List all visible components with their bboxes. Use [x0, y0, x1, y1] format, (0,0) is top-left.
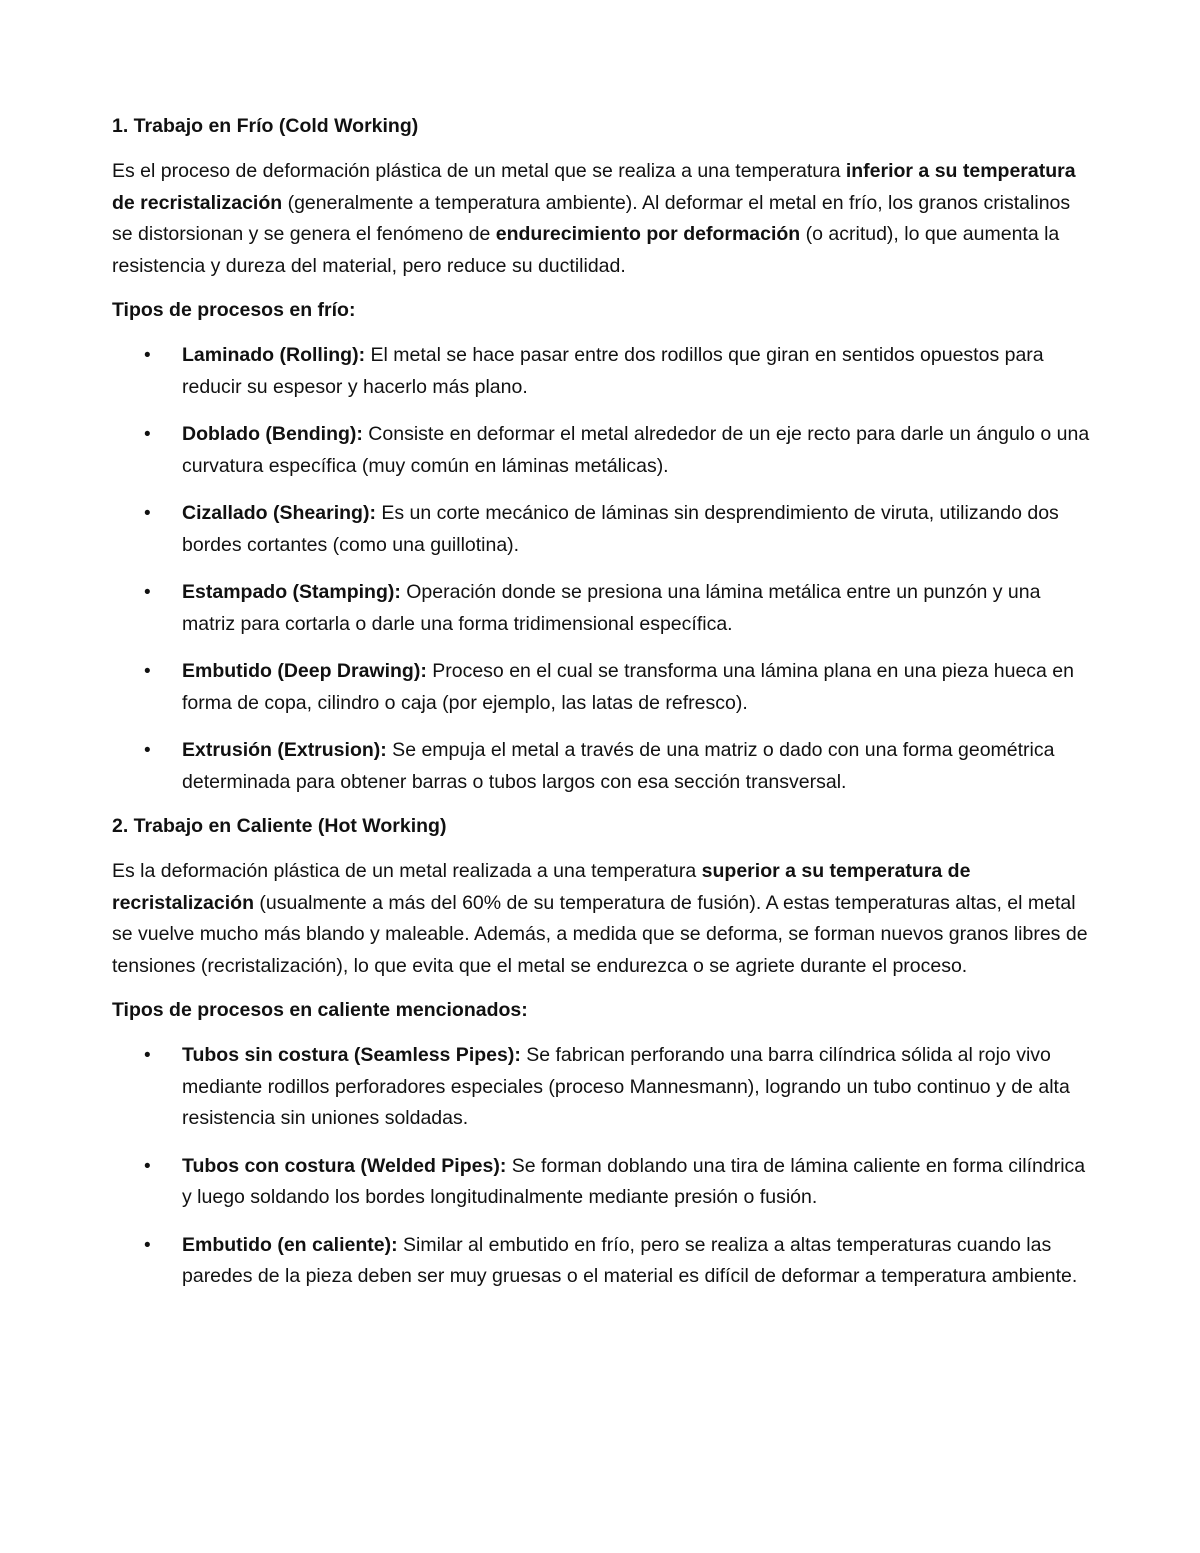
text-run: Es el proceso de deformación plástica de un metal que se realiza a una temperatura [112, 160, 846, 182]
list-item [112, 656, 1092, 719]
list-item-description: Es un corte mecánico de láminas sin desprendimiento de viruta, utilizando dos bordes cortantes (como una guillotina). [182, 502, 1059, 556]
bullet-icon: • [144, 1234, 151, 1256]
section-heading-cold-working: 1. Trabajo en Frío (Cold Working) [112, 115, 419, 137]
bullet-icon: • [144, 424, 151, 445]
hot-working-intro [112, 856, 1092, 982]
list-item [112, 419, 1092, 482]
list-item-description: Se empuja el metal a través de una matriz o dado con una forma geométrica determinada para obtener barras o tubos largos con esa sección transversal. [182, 739, 1055, 793]
list-item [112, 340, 1092, 403]
text-run: Es la deformación plástica de un metal realizada a una temperatura [112, 860, 702, 882]
bold-text-run: inferior a su temperatura de recristalización [112, 160, 1076, 214]
list-item-description: Similar al embutido en frío, pero se realiza a altas temperaturas cuando las paredes de la pieza deben ser muy gruesas o el material es difícil de deformar a temperatura ambiente. [182, 1233, 1078, 1287]
bullet-icon: • [144, 582, 151, 603]
list-item-description: Consiste en deformar el metal alrededor de un eje recto para darle un ángulo o una curvatura específica (muy común en láminas metálicas). [182, 423, 1090, 477]
list-item-term: Cizallado (Shearing): [182, 502, 376, 524]
list-item-description: El metal se hace pasar entre dos rodillos que giran en sentidos opuestos para reducir su espesor y hacerlo más plano. [182, 344, 1044, 398]
bold-text-run: superior a su temperatura de recristalización [112, 860, 971, 914]
hot-processes-list [112, 1040, 1092, 1293]
text-run: (generalmente a temperatura ambiente). Al deformar el metal en frío, los granos cristalinos se distorsionan y se genera el fenómeno de [112, 191, 1071, 245]
list-item-term: Laminado (Rolling): [182, 344, 366, 366]
list-item [112, 1230, 1092, 1293]
list-item-term: Tubos con costura (Welded Pipes): [182, 1154, 507, 1177]
document-page [112, 110, 1092, 1309]
text-run: (usualmente a más del 60% de su temperatura de fusión). A estas temperaturas altas, el metal se vuelve mucho más blando y maleable. Además, a medida que se deforma, se forman nuevos granos libres de tensiones (recristalización), lo que evita que el metal se endurezca o se agriete durante el proceso. [112, 891, 1088, 977]
bullet-icon: • [144, 345, 151, 366]
bullet-icon: • [144, 1155, 151, 1177]
text-run: (o acritud), lo que aumenta la resistencia y dureza del material, pero reduce su ductilidad. [112, 223, 1060, 277]
list-item [112, 735, 1092, 798]
cold-working-intro [112, 156, 1092, 282]
cold-processes-list [112, 340, 1092, 798]
list-item [112, 1040, 1092, 1135]
list-item-description: Proceso en el cual se transforma una lámina plana en una pieza hueca en forma de copa, cilindro o caja (por ejemplo, las latas de refresco). [182, 660, 1074, 714]
bold-text-run: endurecimiento por deformación [495, 223, 801, 245]
list-item-description: Operación donde se presiona una lámina metálica entre un punzón y una matriz para cortarla o darle una forma tridimensional específica. [182, 581, 1041, 635]
section-heading-hot-working: 2. Trabajo en Caliente (Hot Working) [112, 815, 447, 837]
list-item-term: Doblado (Bending): [182, 423, 363, 445]
list-item-term: Embutido (Deep Drawing): [182, 660, 427, 682]
bullet-icon: • [144, 503, 151, 524]
list-item-term: Extrusión (Extrusion): [182, 739, 387, 761]
list-item [112, 577, 1092, 640]
list-item-description: Se forman doblando una tira de lámina caliente en forma cilíndrica y luego soldando los bordes longitudinalmente mediante presión o fusión. [182, 1154, 1086, 1208]
list-item-term: Tubos sin costura (Seamless Pipes): [182, 1044, 521, 1066]
list-item-term: Embutido (en caliente): [182, 1233, 398, 1256]
hot-processes-heading: Tipos de procesos en caliente mencionados: [112, 999, 528, 1021]
list-item-term: Estampado (Stamping): [182, 581, 401, 603]
bullet-icon: • [144, 661, 151, 682]
list-item [112, 498, 1092, 561]
list-item-description: Se fabrican perforando una barra cilíndrica sólida al rojo vivo mediante rodillos perforadores especiales (proceso Mannesmann), logrando un tubo continuo y de alta resistencia sin uniones soldadas. [182, 1044, 1070, 1129]
cold-processes-heading: Tipos de procesos en frío: [112, 299, 356, 321]
list-item [112, 1151, 1092, 1214]
bullet-icon: • [144, 740, 151, 761]
bullet-icon: • [144, 1045, 151, 1066]
